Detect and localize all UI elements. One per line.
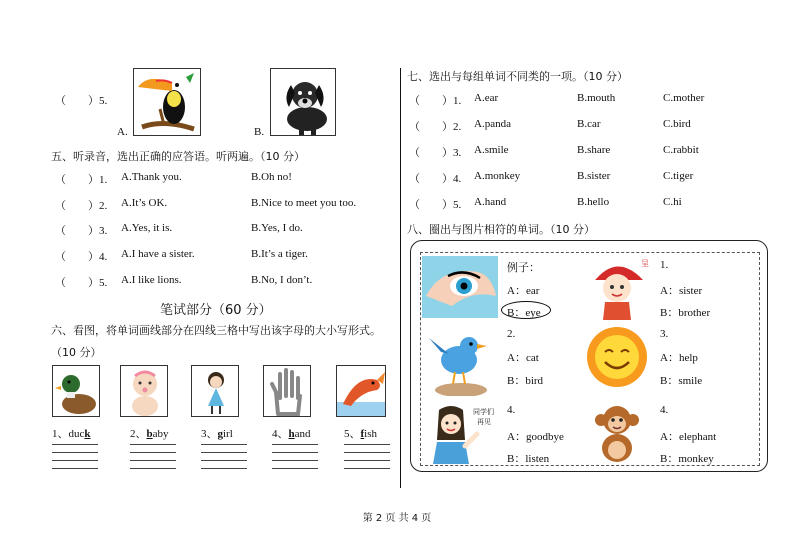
section7-title: 七、选出与每组单词不同类的一项。（10 分） [407,70,628,83]
page-footer: 第 2 页 共 4 页 [362,513,432,524]
bird-icon [425,324,491,396]
answer-circle [501,301,551,319]
option-c: C.rabbit [663,144,699,156]
option-b: B.Yes, I do. [251,222,303,234]
item5-option-b[interactable]: B：monkey [660,453,714,465]
option-a: A.It’s OK. [121,197,168,209]
example-label: 例子： [507,261,540,274]
example-option-b[interactable]: B：eye [507,307,541,319]
word-duck [52,425,91,441]
option-b: B.Oh no! [251,171,292,183]
option-a: A.I like lions. [121,274,182,286]
option-a: A.ear [474,92,499,104]
word-baby [130,425,169,441]
word-text: and [294,428,311,440]
eye-icon [422,256,498,318]
underlined-letter: g [217,428,223,440]
option-a: A.Thank you. [121,171,182,183]
word-hand [272,425,311,441]
baby-icon [120,365,168,417]
option-c: C.tiger [663,170,694,182]
option-a: A.panda [474,118,511,130]
monkey-icon [583,400,653,464]
item2-label: 2. [507,328,516,340]
word-number: 5、 [344,428,361,440]
svg-text:再见: 再见 [477,418,491,426]
word-text: ish [364,428,378,440]
option-c: C.bird [663,118,691,130]
dog-icon [270,68,336,136]
option-b: B.No, I don’t. [251,274,313,286]
item1-option-b[interactable]: B：brother [660,307,711,319]
word-number: 3、 [201,428,218,440]
option-a: A.smile [474,144,509,156]
item4-label: 4. [507,404,516,416]
underlined-letter: k [84,428,91,440]
answer-paren: （ ）4. [55,251,108,263]
item1-label: 1. [660,259,669,271]
example-option-a[interactable]: A：ear [507,285,540,297]
underlined-letter: h [288,428,295,440]
svg-text:同学们: 同学们 [473,408,494,416]
word-girl [201,425,233,441]
section5-title: 五、听录音，选出正确的应答语。听两遍。（10 分） [51,150,305,163]
q5-paren: （ ）5. [55,95,108,107]
answer-paren: （ ）2. [55,200,108,212]
option-b: B.It’s a tiger. [251,248,308,260]
underlined-letter: f [360,428,365,440]
item1-option-a[interactable]: A：sister [660,285,703,297]
fish-icon [336,365,386,417]
word-number: 4、 [272,428,289,440]
item4-option-a[interactable]: A：goodbye [507,431,564,443]
hand-icon [263,365,311,417]
q5-option-a-label: A. [117,126,128,138]
answer-paren: （ ）3. [55,225,108,237]
word-text: irl [223,428,233,440]
toucan-icon [133,68,201,136]
duck-icon [52,365,100,417]
section8-title: 八、圈出与图片相符的单词。（10 分） [407,223,595,236]
item5-label: 4. [660,404,669,416]
item4-option-b[interactable]: B：listen [507,453,550,465]
item5-option-a[interactable]: A：elephant [660,431,717,443]
answer-paren: （ ）5. [409,199,462,211]
item3-option-a[interactable]: A：help [660,352,698,364]
option-a: A.monkey [474,170,521,182]
answer-paren: （ ）3. [409,147,462,159]
word-text: aby [152,428,169,440]
underlined-letter: b [146,428,153,440]
kid-with-cap-icon [581,256,655,322]
section6-score: （10 分） [51,346,102,359]
option-a: A.I have a sister. [121,248,195,260]
svg-text:呈: 呈 [641,259,649,268]
item3-label: 3. [660,328,669,340]
smiling-sun-icon [583,324,651,390]
woman-waving-icon [425,400,497,464]
option-c: C.mother [663,92,705,104]
written-part-title: 笔试部分（60 分） [160,303,272,318]
option-b: B.Nice to meet you too. [251,197,357,209]
q5-option-b-label: B. [254,126,265,138]
item2-option-b[interactable]: B：bird [507,375,544,387]
word-number: 1、 [52,428,69,440]
option-b: B.mouth [577,92,616,104]
option-b: B.sister [577,170,611,182]
answer-paren: （ ）1. [409,95,462,107]
option-a: A.hand [474,196,507,208]
option-c: C.hi [663,196,682,208]
column-divider [400,68,401,488]
answer-paren: （ ）4. [409,173,462,185]
option-b: B.hello [577,196,610,208]
item3-option-b[interactable]: B：smile [660,375,703,387]
option-b: B.car [577,118,601,130]
girl-icon [191,365,239,417]
word-text: duc [68,428,85,440]
item2-option-a[interactable]: A：cat [507,352,539,364]
section6-title: 六、看图，将单词画线部分在四线三格中写出该字母的大小写形式。 [51,324,381,337]
option-b: B.share [577,144,611,156]
answer-paren: （ ）2. [409,121,462,133]
option-a: A.Yes, it is. [121,222,173,234]
word-number: 2、 [130,428,147,440]
answer-paren: （ ）5. [55,277,108,289]
word-fish [344,425,377,441]
answer-paren: （ ）1. [55,174,108,186]
